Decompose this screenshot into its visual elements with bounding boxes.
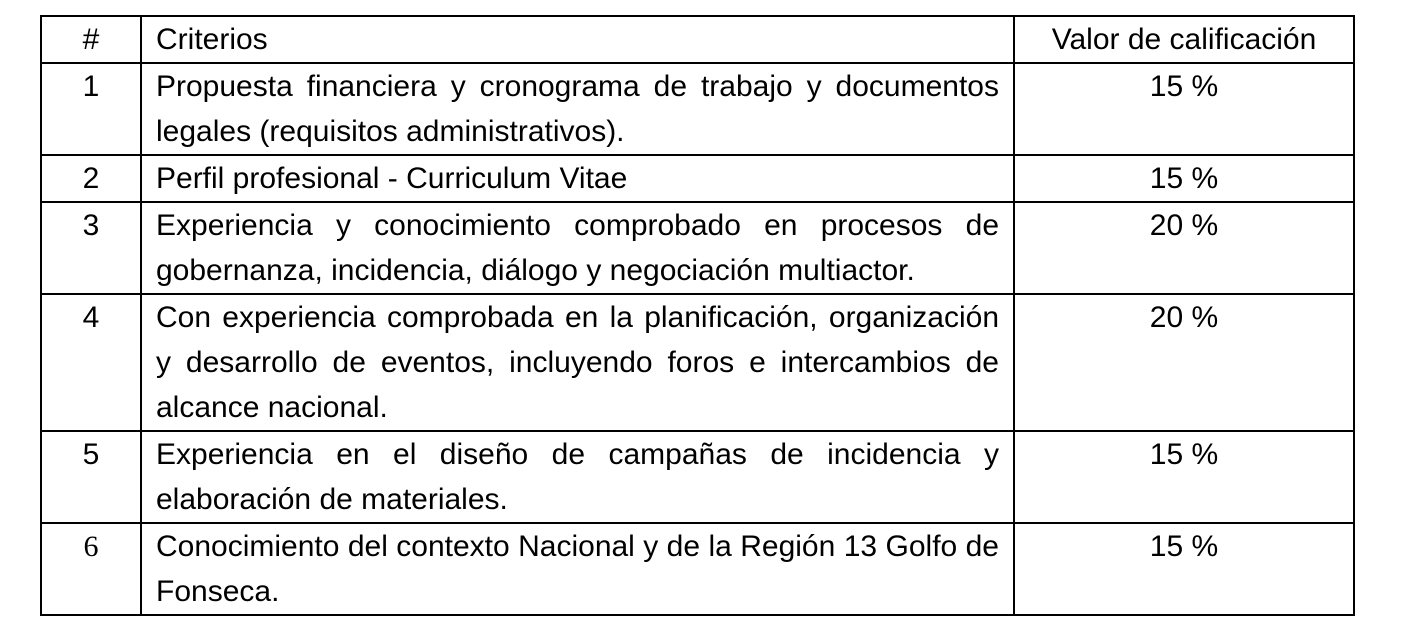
row-number: 5 xyxy=(41,431,141,523)
header-criteria: Criterios xyxy=(141,16,1014,63)
header-row xyxy=(41,16,1354,63)
table-row xyxy=(41,523,1354,615)
row-number: 4 xyxy=(41,294,141,431)
row-criteria: Perfil profesional - Curriculum Vitae xyxy=(141,155,1014,202)
row-criteria: Conocimiento del contexto Nacional y de la Región 13 Golfo de Fonseca. xyxy=(141,523,1014,615)
row-number: 3 xyxy=(41,202,141,294)
row-criteria: Experiencia y conocimiento comprobado en procesos de gobernanza, incidencia, diálogo y negociación multiactor. xyxy=(141,202,1014,294)
criteria-table xyxy=(40,15,1355,616)
table-body xyxy=(41,63,1354,615)
row-number: 1 xyxy=(41,63,141,155)
header-value: Valor de calificación xyxy=(1014,16,1354,63)
table-row xyxy=(41,63,1354,155)
row-criteria: Propuesta financiera y cronograma de trabajo y documentos legales (requisitos administrativos). xyxy=(141,63,1014,155)
row-value: 15 % xyxy=(1014,63,1354,155)
table-row xyxy=(41,202,1354,294)
row-value: 15 % xyxy=(1014,155,1354,202)
row-number: 6 xyxy=(41,523,141,615)
row-number: 2 xyxy=(41,155,141,202)
table-row xyxy=(41,155,1354,202)
table-header xyxy=(41,16,1354,63)
table-row xyxy=(41,431,1354,523)
row-criteria: Con experiencia comprobada en la planificación, organización y desarrollo de eventos, incluyendo foros e intercambios de alcance nacional. xyxy=(141,294,1014,431)
row-value: 20 % xyxy=(1014,202,1354,294)
row-value: 15 % xyxy=(1014,431,1354,523)
row-value: 15 % xyxy=(1014,523,1354,615)
row-criteria: Experiencia en el diseño de campañas de incidencia y elaboración de materiales. xyxy=(141,431,1014,523)
table-row xyxy=(41,294,1354,431)
header-number: # xyxy=(41,16,141,63)
row-value: 20 % xyxy=(1014,294,1354,431)
